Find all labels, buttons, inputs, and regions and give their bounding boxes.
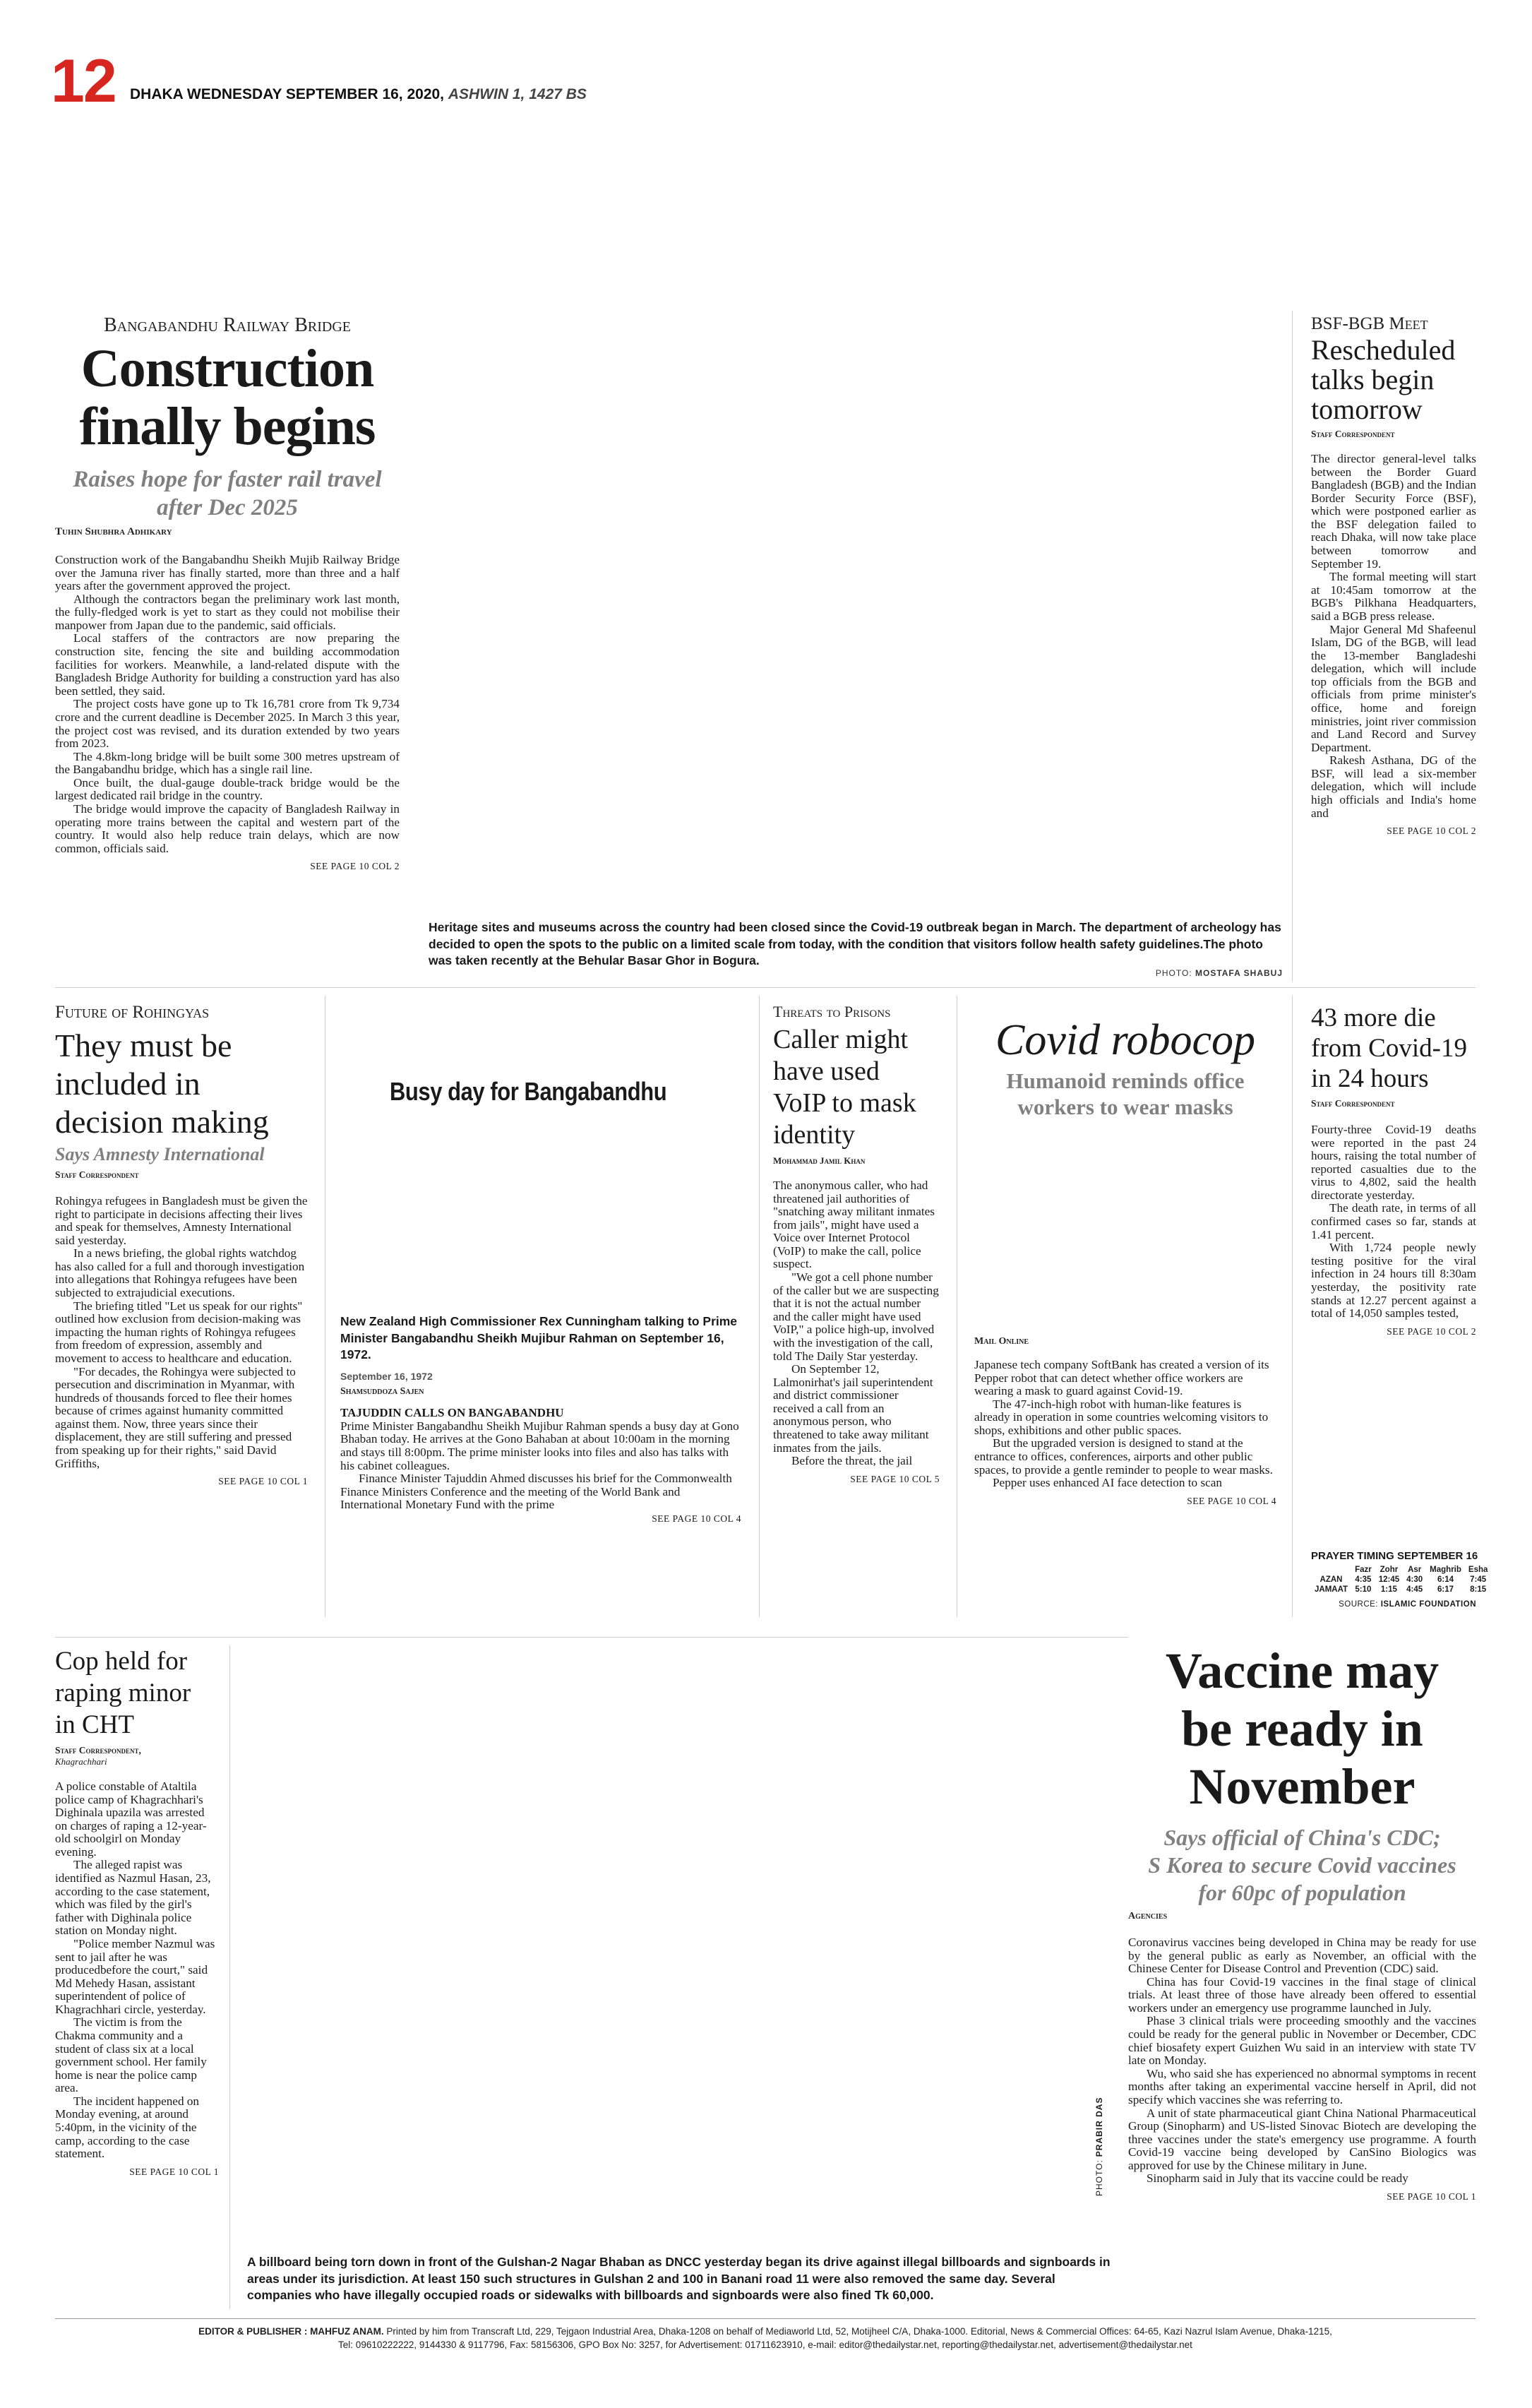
story-date: September 16, 1972 <box>340 1370 433 1382</box>
deck-line: Raises hope for faster rail travel <box>73 467 382 492</box>
dateline <box>130 86 587 103</box>
headline <box>1128 1642 1476 1816</box>
credit-name: PRABIR DAS <box>1094 2097 1104 2157</box>
paragraph: Pepper uses enhanced AI face detection to scan <box>993 1476 1222 1490</box>
deck-line: S Korea to secure Covid vaccines <box>1148 1852 1456 1878</box>
table-cell: 5:10 <box>1355 1585 1372 1594</box>
kicker: BSF-BGB Meet <box>1311 314 1428 333</box>
headline-line: They must be <box>55 1027 232 1063</box>
paragraph: A police constable of Ataltila police camp of Khagrachhari's Dighinala upazila was arrested on charges of raping a 12-year-old schoolgirl on Monday evening. <box>55 1780 207 1859</box>
byline: Staff Correspondent <box>1311 1098 1395 1109</box>
headline-line: from Covid-19 <box>1311 1034 1467 1063</box>
article-body <box>340 1420 741 1512</box>
byline: Tuhin Shubhra Adhikary <box>55 526 172 537</box>
paragraph: Construction work of the Bangabandhu Sheikh Mujib Railway Bridge over the Jamuna river has finally started, more than three and a half years after the government approved the project. <box>55 553 400 593</box>
paragraph: The victim is from the Chakma community and a student of class six at a local government school. Her family home is near the police camp area. <box>55 2015 207 2095</box>
paragraph: Finance Minister Tajuddin Ahmed discusses his brief for the Commonwealth Finance Ministers Conference and the meeting of the World Bank and International Monetary Fund with the prime <box>340 1472 732 1512</box>
byline: Staff Correspondent <box>1311 429 1395 439</box>
story-cop <box>55 1645 219 2178</box>
article-body <box>974 1359 1276 1490</box>
deck-line: workers to wear masks <box>1017 1095 1233 1119</box>
table-header: Zohr <box>1380 1566 1399 1574</box>
deck-line: Says official of China's CDC; <box>1163 1825 1441 1850</box>
paragraph: On September 12, Lalmonirhat's jail superintendent and district commissioner received a call from an anonymous person, who threatened to take away militant inmates from the jails. <box>773 1362 933 1455</box>
table-header: Asr <box>1408 1566 1422 1574</box>
prayer-title: PRAYER TIMING SEPTEMBER 16 <box>1311 1550 1478 1562</box>
headline-line: Rescheduled <box>1311 334 1456 366</box>
byline: Shamsuddoza Sajen <box>340 1385 424 1397</box>
page-number: 12 <box>51 47 116 115</box>
dateline-text: DHAKA WEDNESDAY SEPTEMBER 16, 2020, <box>130 86 445 102</box>
divider <box>229 1645 230 2309</box>
headline-line: in CHT <box>55 1710 135 1739</box>
table-header <box>1311 1565 1351 1575</box>
paragraph: With 1,724 people newly testing positive for the viral infection in 24 hours till 8:30am yesterday, the positivity rate stands at 12.27 percent against a total of 14,050 samples tested, <box>1311 1241 1476 1321</box>
photo-heritage-caption-block <box>429 919 1283 978</box>
divider <box>55 987 1476 988</box>
paragraph: Wu, who said she has experienced no abnormal symptoms in recent months after taking an experimental vaccine herself in April, did not specify which vaccines she was referring to. <box>1128 2066 1476 2106</box>
table-cell: 6:17 <box>1437 1585 1454 1594</box>
headline <box>55 340 400 455</box>
imprint-address: Printed by him from Transcraft Ltd, 229, Tejgaon Industrial Area, Dhaka-1208 on behalf of Mediaworld Ltd, 52, Motijheel C/A, Dhaka-1000. Editorial, News & Commercial Offices: 64-65, Kazi Nazrul Islam Avenue, Dhaka-1215, <box>386 2326 1332 2337</box>
deck <box>1128 1824 1476 1907</box>
deck-line: after Dec 2025 <box>157 495 298 520</box>
headline-line: in 24 hours <box>1311 1064 1429 1093</box>
byline: Staff Correspondent <box>55 1169 139 1180</box>
paragraph: Prime Minister Bangabandhu Sheikh Mujibur Rahman spends a busy day at Gono Bhaban today. He arrives at the Gono Bahaban at about 10:00am in the morning and stays till 8:00pm. The prime minister looks into files and also has talks with his cabinet colleagues. <box>340 1419 739 1472</box>
paragraph: A unit of state pharmaceutical giant China National Pharmaceutical Group (Sinopharm) and US-listed Sinovac Biotech are developing the three vaccines under the state's emergency use programme. A fourth Covid-19 vaccine being developed by CanSino Biologics was approved for use by the Chinese military in June. <box>1128 2106 1476 2172</box>
footer-divider <box>55 2318 1476 2319</box>
kicker: Future of Rohingyas <box>55 1003 210 1022</box>
paragraph: "Police member Nazmul was sent to jail after he was producedbefore the court," said Md Mehedy Hasan, assistant superintendent of police of Khagrachhari circle, yesterday. <box>55 1936 215 2016</box>
headline <box>1311 1003 1476 1094</box>
table-cell: AZAN <box>1319 1575 1343 1584</box>
paragraph: The formal meeting will start at 10:45am tomorrow at the BGB's Pilkhana Headquarters, said a BGB press release. <box>1311 570 1476 623</box>
story-robocop <box>974 1017 1276 1507</box>
byline: Agencies <box>1128 1911 1168 1921</box>
paragraph: The briefing titled "Let us speak for our rights" outlined how exclusion from decision-making was impacting the human rights of Rohingya refugees from freedom of expression, assembly and movement to access to healthcare and education. <box>55 1299 303 1365</box>
headline-line: talks begin <box>1311 364 1435 395</box>
byline-place: Khagrachhari <box>55 1756 107 1767</box>
table-cell: 4:35 <box>1355 1575 1372 1584</box>
story-bangabandhu <box>340 1003 741 1525</box>
paragraph: Sinopharm said in July that its vaccine could be ready <box>1147 2171 1408 2186</box>
editor-publisher: EDITOR & PUBLISHER : MAHFUZ ANAM. <box>198 2326 384 2337</box>
footer-contacts: Tel: 09610222222, 9144330 & 9117796, Fax: 58156306, GPO Box No: 3257, for Advertisement: 01711623910, e-mail: editor@thedailystar.net, reporting@thedailystar.net, advertisement@thedailystar.net <box>338 2340 1192 2350</box>
headline <box>1311 335 1476 424</box>
headline-line: have used <box>773 1056 880 1086</box>
masthead <box>51 49 1484 113</box>
paragraph: Once built, the dual-gauge double-track bridge would be the largest dedicated rail bridge in the country. <box>55 775 400 803</box>
table-cell: 1:15 <box>1380 1585 1397 1594</box>
story-bridge <box>55 314 400 872</box>
paragraph: The 4.8km-long bridge will be built some 300 metres upstream of the Bangabandhu bridge, which has a single rail line. <box>55 749 400 777</box>
paragraph: Local staffers of the contractors are now preparing the construction site, fencing the site and building accommodation facilities for workers. Meanwhile, a land-related dispute with the Bangladesh Bridge Authority for building a construction yard has also been settled, they said. <box>55 631 400 698</box>
byline: Mail Online <box>974 1336 1029 1347</box>
deck-line: for 60pc of population <box>1198 1880 1406 1905</box>
photo-heritage-area <box>429 297 1283 918</box>
table-cell: 7:45 <box>1470 1575 1487 1584</box>
story-covid-deaths <box>1311 1003 1476 1337</box>
paragraph: In a news briefing, the global rights watchdog has also called for a full and thorough investigation into allegations that Rohingya refugees have been subjected to extrajudicial executions. <box>55 1246 305 1300</box>
table-header: Fazr <box>1355 1566 1372 1574</box>
paragraph: Major General Md Shafeenul Islam, DG of the BGB, will lead the 13-member Bangladeshi delegation, which will include top officials from the BGB and officials from prime minister's office, home and foreign ministries, joint river commission and Land Record and Survey Department. <box>1311 622 1476 754</box>
paragraph: "We got a cell phone number of the caller but we are suspecting that it is not the actual number and the caller might have used VoIP," a police high-up, involved with the investigation of the call, told The Daily Star yesterday. <box>773 1270 939 1363</box>
photo-credit-vertical <box>1093 2097 1106 2196</box>
divider <box>759 996 760 1617</box>
footer-imprint <box>55 2325 1476 2352</box>
headline-line: November <box>1189 1758 1416 1815</box>
divider <box>55 1637 1128 1638</box>
headline-line: raping minor <box>55 1679 191 1707</box>
see-page-link[interactable]: SEE PAGE 10 COL 1 <box>129 2166 219 2177</box>
paragraph: The death rate, in terms of all confirmed cases so far, stands at 1.41 percent. <box>1311 1201 1476 1241</box>
kicker: Threats to Prisons <box>773 1003 891 1020</box>
photo-area <box>974 1120 1276 1332</box>
kicker: Bangabandhu Railway Bridge <box>103 314 351 336</box>
headline-line: Vaccine may <box>1165 1643 1440 1699</box>
headline-line: be ready in <box>1181 1700 1423 1757</box>
see-page-link[interactable]: SEE PAGE 10 COL 2 <box>1387 825 1476 837</box>
article-body <box>1311 453 1476 820</box>
photo-area <box>340 1003 741 1313</box>
photo-credit <box>429 968 1283 978</box>
paragraph: Coronavirus vaccines being developed in China may be ready for use by the general public as early as November, an official with the Chinese Center for Disease Control and Prevention (CDC) said. <box>1128 1936 1476 1976</box>
paragraph: Although the contractors began the preliminary work last month, the fully-fledged work is yet to start as they could not mobilise their manpower from Japan due to the pandemic, said officials. <box>55 592 400 632</box>
byline: Staff Correspondent, <box>55 1745 141 1756</box>
paragraph: The 47-inch-high robot with human-like features is already in operation in some countries welcoming visitors to shops, exhibitions and other public spaces. <box>974 1397 1269 1437</box>
paragraph: Rakesh Asthana, DG of the BSF, will lead a six-member delegation, which will include high officials and India's home and <box>1311 753 1476 820</box>
table-cell: 8:15 <box>1470 1585 1487 1594</box>
table-cell: 4:30 <box>1406 1575 1423 1584</box>
headline-line: tomorrow <box>1311 393 1423 425</box>
headline <box>55 1645 219 1741</box>
paragraph: Before the threat, the jail <box>791 1454 913 1468</box>
paragraph: The project costs have gone up to Tk 16,781 crore from Tk 9,734 crore and the current deadline is December 2025. In March 3 this year, the project cost was revised, and its duration extended by two years from 2023. <box>55 697 400 751</box>
table-row <box>1311 1575 1491 1585</box>
paragraph: Fourty-three Covid-19 deaths were reported in the past 24 hours, raising the total number of reported casualties due to the virus to 4,802, said the health directorate yesterday. <box>1311 1123 1476 1202</box>
photo-billboard-area <box>247 1645 1112 2253</box>
story-vaccine <box>1128 1642 1476 2203</box>
deck-line: Humanoid reminds office <box>1006 1068 1245 1093</box>
article-body <box>55 1780 219 2161</box>
paragraph: Japanese tech company SoftBank has created a version of its Pepper robot that can detect whether office workers are wearing a mask to guard against Covid-19. <box>974 1358 1269 1398</box>
paragraph: The anonymous caller, who had threatened jail authorities of "snatching away militant inmates from jails", might have used a Voice over Internet Protocol (VoIP) to make the call, police suspect. <box>773 1179 935 1271</box>
table-header-row <box>1311 1565 1491 1575</box>
table-header: Maghrib <box>1430 1566 1461 1574</box>
credit-name: MOSTAFA SHABUJ <box>1195 967 1283 978</box>
article-body <box>1311 1123 1476 1321</box>
table-cell: 6:14 <box>1437 1575 1454 1584</box>
prayer-table <box>1311 1565 1491 1595</box>
headline-line: decision making <box>55 1104 269 1140</box>
see-page-link[interactable]: SEE PAGE 10 COL 1 <box>1387 2191 1476 2202</box>
paragraph: Phase 3 clinical trials were proceeding smoothly and the vaccines could be ready for the general public in November or December, CDC chief biosafety expert Guizhen Wu said in an interview with state TV late on Monday. <box>1128 2014 1476 2068</box>
divider <box>1292 996 1293 1617</box>
headline-line: included in <box>55 1066 201 1102</box>
article-body <box>55 1195 308 1470</box>
photo-caption: New Zealand High Commissioner Rex Cunningham talking to Prime Minister Bangabandhu Sheikh Mujibur Rahman on September 16, 1972. <box>340 1314 738 1362</box>
headline-line: Construction <box>80 339 374 398</box>
byline: Mohammad Jamil Khan <box>773 1155 866 1166</box>
divider <box>1292 311 1293 982</box>
prayer-timing-box <box>1311 1550 1488 1609</box>
paragraph: The bridge would improve the capacity of Bangladesh Railway in operating more trains between the capital and western part of the country. It would also help reduce train delays, which are now common, officials said. <box>55 801 400 855</box>
headline: Covid robocop <box>995 1016 1255 1064</box>
headline-line: Caller might <box>773 1025 909 1054</box>
see-page-link[interactable]: SEE PAGE 10 COL 4 <box>1187 1495 1276 1506</box>
deck: Says Amnesty International <box>55 1144 265 1164</box>
headline-line: VoIP to mask <box>773 1088 916 1118</box>
deck <box>55 465 400 522</box>
paragraph: But the upgraded version is designed to stand at the entrance to offices, conferences, airports and other public spaces, to provide a gentle reminder to people to wear masks. <box>974 1436 1273 1477</box>
story-voip <box>773 1003 940 1485</box>
article-body <box>1128 1936 1476 2186</box>
headline-line: finally begins <box>79 397 376 456</box>
table-cell: 12:45 <box>1378 1575 1400 1584</box>
prayer-source <box>1311 1600 1476 1609</box>
see-page-link[interactable]: SEE PAGE 10 COL 2 <box>1387 1325 1476 1337</box>
see-page-link[interactable]: SEE PAGE 10 COL 1 <box>218 1476 308 1487</box>
table-cell: 4:45 <box>1406 1585 1423 1594</box>
headline-line: 43 more die <box>1311 1003 1436 1032</box>
story-rohingya <box>55 1003 308 1487</box>
see-page-link[interactable]: SEE PAGE 10 COL 4 <box>652 1513 741 1524</box>
paragraph: "For decades, the Rohingya were subjected to persecution and discrimination in Myanmar, with hundreds of thousands forced to flee their homes because of crimes against humanity committed against them. Now, three years since their displacement, they are still suffering and pressed from speaking up for their rights," said David Griffiths, <box>55 1364 296 1470</box>
headline <box>55 1027 308 1141</box>
paragraph: The director general-level talks between the Border Guard Bangladesh (BGB) and the Indian Border Security Force (BSF), which were postponed earlier as the BSF delegation failed to reach Dhaka, will now take place between tomorrow and September 19. <box>1311 452 1476 571</box>
credit-label: PHOTO: <box>1155 967 1192 978</box>
headline <box>773 1024 940 1151</box>
headline-line: identity <box>773 1120 856 1150</box>
credit-label: PHOTO: <box>1094 2159 1104 2196</box>
story-bsf <box>1311 314 1476 837</box>
paragraph: Rohingya refugees in Bangladesh must be given the right to participate in decisions affecting their lives and speak for themselves, Amnesty International said yesterday. <box>55 1194 308 1247</box>
photo-caption: Heritage sites and museums across the country had been closed since the Covid-19 outbreak began in March. The department of archeology has decided to open the spots to the public on a limited scale from today, with the condition that visitors follow health safety guidelines.The photo was taken recently at the Behular Basar Ghor in Bogura. <box>429 920 1281 968</box>
see-page-link[interactable]: SEE PAGE 10 COL 2 <box>310 861 400 872</box>
headline: Busy day for Bangabandhu <box>390 1077 667 1106</box>
see-page-link[interactable]: SEE PAGE 10 COL 5 <box>850 1473 940 1484</box>
article-body <box>55 554 400 855</box>
headline-line: Cop held for <box>55 1647 188 1676</box>
article-body <box>773 1179 940 1468</box>
source-label: SOURCE: <box>1339 1600 1379 1609</box>
paragraph: China has four Covid-19 vaccines in the final stage of clinical trials. At least three of those have already been offered to essential workers under an emergency use programme launched in July. <box>1128 1974 1476 2015</box>
footer-line <box>55 2325 1476 2338</box>
table-header: Esha <box>1468 1566 1488 1574</box>
table-row <box>1311 1585 1491 1595</box>
deck <box>974 1068 1276 1120</box>
subhead: TAJUDDIN CALLS ON BANGABANDHU <box>340 1405 564 1419</box>
table-cell: JAMAAT <box>1315 1585 1348 1594</box>
paragraph: The incident happened on Monday evening, at around 5:40pm, in the vicinity of the camp, according to the case statement. <box>55 2094 200 2161</box>
paragraph: The alleged rapist was identified as Nazmul Hasan, 23, according to the case statement, which was filed by the girl's father with Dighinala police station on Monday night. <box>55 1858 211 1938</box>
photo-caption: A billboard being torn down in front of the Gulshan-2 Nagar Bhaban as DNCC yesterday began its drive against illegal billboards and signboards in areas under its jurisdiction. At least 150 such structures in Gulshan 2 and 100 in Banani road 11 were also removed the same day. Several companies who have illegally occupied roads or sidewalks with billboards and signboards were also fined Tk 60,000. <box>247 2255 1111 2303</box>
source-name: ISLAMIC FOUNDATION <box>1380 1600 1476 1609</box>
bangla-date: ASHWIN 1, 1427 BS <box>448 86 587 102</box>
